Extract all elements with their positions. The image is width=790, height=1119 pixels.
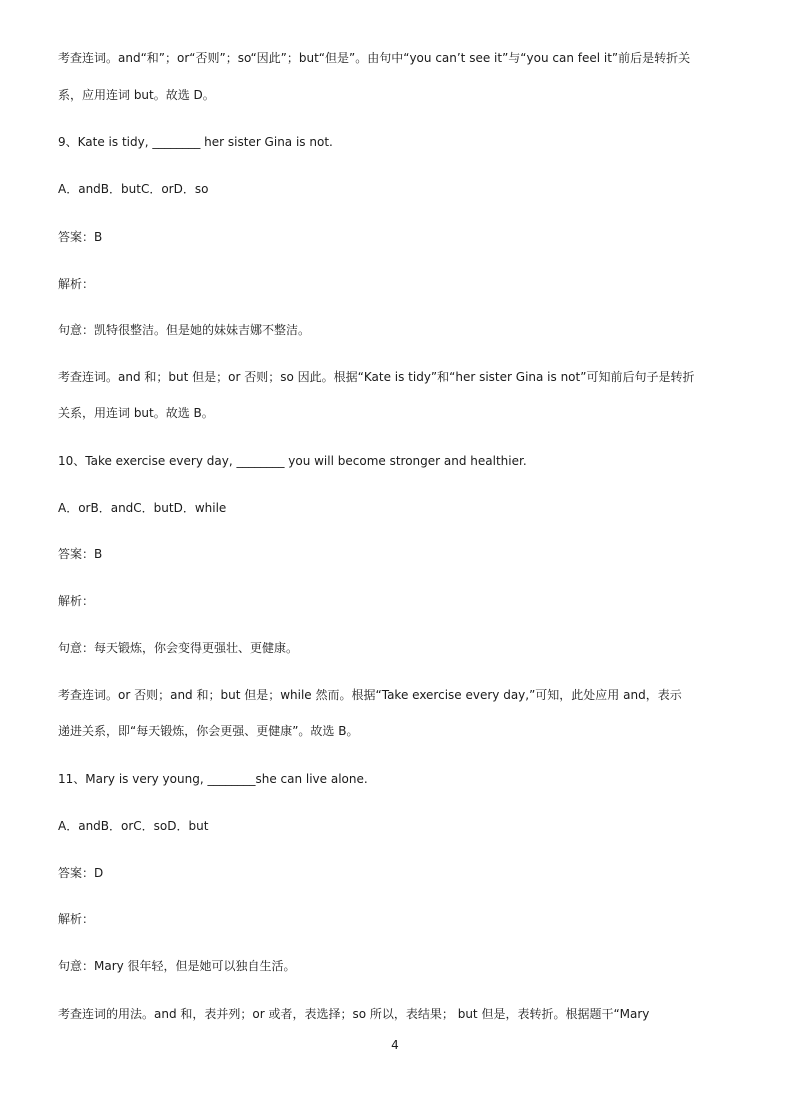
question-11: 11、Mary is very young, ________she can live alone. bbox=[58, 772, 368, 786]
text-line: 考查连词的用法。and 和，表并列；or 或者，表选择；so 所以，表结果； but 但是，表转折。根据题干“Mary bbox=[58, 1007, 650, 1021]
page-number: 4 bbox=[391, 1038, 399, 1052]
answer-9: 答案：B bbox=[58, 230, 103, 244]
analysis-label: 解析： bbox=[58, 277, 95, 291]
text-line: 关系，用连词 but。故选 B。 bbox=[58, 406, 214, 420]
text-line: 递进关系，即“每天锻炼，你会更强、更健康”。故选 B。 bbox=[58, 724, 359, 738]
analysis-label: 解析： bbox=[58, 912, 95, 926]
question-9: 9、Kate is tidy, ________ her sister Gina is not. bbox=[58, 135, 333, 149]
answer-11: 答案：D bbox=[58, 866, 104, 880]
text-line: 考查连词。or 否则；and 和；but 但是；while 然而。根据“Take exercise every day,”可知，此处应用 and，表示 bbox=[58, 688, 682, 702]
options-9: A．andB．butC．orD．so bbox=[58, 182, 209, 196]
question-10: 10、Take exercise every day, ________ you will become stronger and healthier. bbox=[58, 454, 527, 468]
text-line: 考查连词。and“和”；or“否则”；so“因此”；but“但是”。由句中“you can’t see it”与“you can feel it”前后是转折关 bbox=[58, 51, 691, 65]
options-11: A．andB．orC．soD．but bbox=[58, 819, 209, 833]
text-line: 句意：凯特很整洁。但是她的妹妹吉娜不整洁。 bbox=[58, 323, 311, 337]
text-line: 句意：每天锻炼，你会变得更强壮、更健康。 bbox=[58, 641, 299, 655]
answer-10: 答案：B bbox=[58, 547, 103, 561]
options-10: A．orB．andC．butD．while bbox=[58, 501, 227, 515]
text-line: 系，应用连词 but。故选 D。 bbox=[58, 88, 215, 102]
analysis-label: 解析： bbox=[58, 594, 95, 608]
text-line: 句意：Mary 很年轻，但是她可以独自生活。 bbox=[58, 959, 296, 973]
text-line: 考查连词。and 和；but 但是；or 否则；so 因此。根据“Kate is tidy”和“her sister Gina is not”可知前后句子是转折 bbox=[58, 370, 695, 384]
